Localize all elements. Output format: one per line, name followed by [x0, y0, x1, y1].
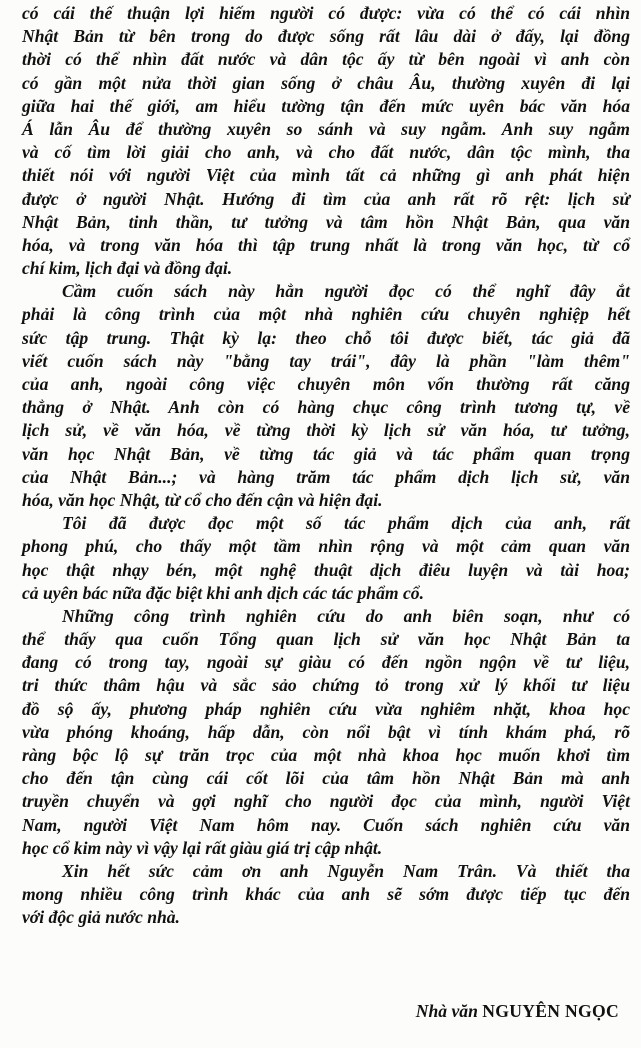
text-line: giữa hai thế giới, am hiểu tường tận đến mức uyên bác văn hóa — [22, 95, 630, 116]
text-line: của anh, ngoài công việc chuyên môn vốn thường rất căng — [22, 374, 630, 394]
text-line: Xin hết sức cảm ơn anh Nguyễn Nam Trân. Và thiết tha — [62, 860, 630, 881]
text-line: ràng bộc lộ sự trăn trọc của một nhà khoa học muốn khơi tìm — [22, 745, 630, 765]
author-signature — [416, 1001, 619, 1022]
text-line: chí kim, lịch đại và đồng đại. — [22, 258, 233, 279]
text-line: và cố tìm lời giải cho anh, và cho đất nước, dân tộc mình, tha — [22, 142, 630, 163]
paragraph — [22, 512, 630, 605]
text-line: Tôi đã được đọc một số tác phẩm dịch của anh, rất — [62, 513, 630, 534]
text-line: với độc giả nước nhà. — [22, 907, 180, 928]
text-line: thời có thể nhìn đất nước và dân tộc ấy từ bên ngoài vì anh còn — [22, 49, 630, 70]
text-line: Những công trình nghiên cứu do anh biên soạn, như có — [62, 605, 630, 626]
text-line: đang có trong tay, ngoài sự giàu có đến ngồn ngộn về tư liệu, — [22, 652, 630, 673]
text-line: hóa, văn học Nhật, từ cổ cho đến cận và hiện đại. — [22, 489, 383, 510]
text-line: Nhật Bản, tinh thần, tư tưởng và tâm hồn Nhật Bản, qua văn — [22, 211, 630, 232]
text-line: vừa phóng khoáng, hấp dẫn, còn nổi bật vì tính khám phá, rõ — [22, 721, 630, 742]
text-line: thể thấy qua cuốn Tổng quan lịch sử văn học Nhật Bản ta — [22, 629, 630, 650]
text-line: hóa, và trong văn hóa thì tập trung nhất là trong văn học, từ cổ — [22, 234, 630, 255]
text-line: truyền chuyển và gợi nghĩ cho người đọc của mình, người Việt — [22, 791, 630, 812]
text-line: học thật nhạy bén, một nghệ thuật dịch điêu luyện và tài hoa; — [22, 559, 630, 580]
text-line: Nam, người Việt Nam hôm nay. Cuốn sách nghiên cứu văn — [22, 814, 630, 835]
text-line: sức tập trung. Thật kỳ lạ: theo chỗ tôi được biết, tác giả đã — [22, 327, 630, 348]
author-title: Nhà văn — [415, 1001, 478, 1021]
text-line: thiết nói với người Việt của mình tất cả những gì anh phát hiện — [22, 165, 630, 186]
text-line: lịch sử, về văn hóa, về từng thời kỳ lịch sử văn hóa, tư tưởng, — [22, 420, 630, 441]
text-line: phong phú, cho thấy một tầm nhìn rộng và một cảm quan văn — [22, 536, 630, 557]
text-line: viết cuốn sách này "bằng tay trái", đây là phần "làm thêm" — [22, 350, 630, 371]
text-line: Cầm cuốn sách này hẳn người đọc có thể nghĩ đây ắt — [62, 281, 630, 302]
text-line: văn học Nhật Bản, về từng tác giả và tác phẩm quan trọng — [22, 443, 630, 464]
text-line: thẳng ở Nhật. Anh còn có hàng chục công trình tương tự, về — [22, 397, 630, 418]
text-line: cả uyên bác nữa đặc biệt khi anh dịch các tác phẩm cổ. — [22, 582, 424, 603]
text-line: tri thức thâm hậu và sắc sảo chứng tỏ trong xử lý khối tư liệu — [22, 675, 630, 696]
text-line: được ở người Nhật. Hướng đi tìm của anh rất rõ rệt: lịch sử — [22, 188, 630, 209]
text-line: Nhật Bản từ bên trong do được sống rất lâu dài ở đấy, lại đồng — [22, 26, 630, 47]
text-line: Á lẫn Âu để thường xuyên so sánh và suy ngẫm. Anh suy ngẫm — [22, 118, 630, 139]
text-line: mong nhiều công trình khác của anh sẽ sớm được tiếp tục đến — [22, 884, 630, 905]
text-line: đồ sộ ấy, phương pháp nghiên cứu vừa nghiêm nhặt, khoa học — [22, 698, 630, 719]
text-line: phải là công trình của một nhà nghiên cứu chuyên nghiệp hết — [22, 304, 630, 325]
paragraph — [22, 280, 630, 512]
author-name: NGUYÊN NGỌC — [482, 1001, 619, 1021]
text-line: có gần một nửa thời gian sống ở châu Âu, thường xuyên đi lại — [22, 72, 630, 93]
paragraph — [22, 860, 630, 930]
paragraph — [22, 2, 630, 280]
text-line: cho đến tận cùng cái cốt lõi của tâm hồn Nhật Bản mà anh — [22, 768, 630, 789]
text-line: của Nhật Bản...; và hàng trăm tác phẩm dịch lịch sử, văn — [22, 466, 630, 487]
text-line: có cái thế thuận lợi hiếm người có được: vừa có thể có cái nhìn — [22, 3, 630, 23]
body-text — [22, 2, 630, 930]
text-line: học cổ kim này vì vậy lại rất giàu giá trị cập nhật. — [22, 837, 383, 858]
paragraph — [22, 605, 630, 860]
